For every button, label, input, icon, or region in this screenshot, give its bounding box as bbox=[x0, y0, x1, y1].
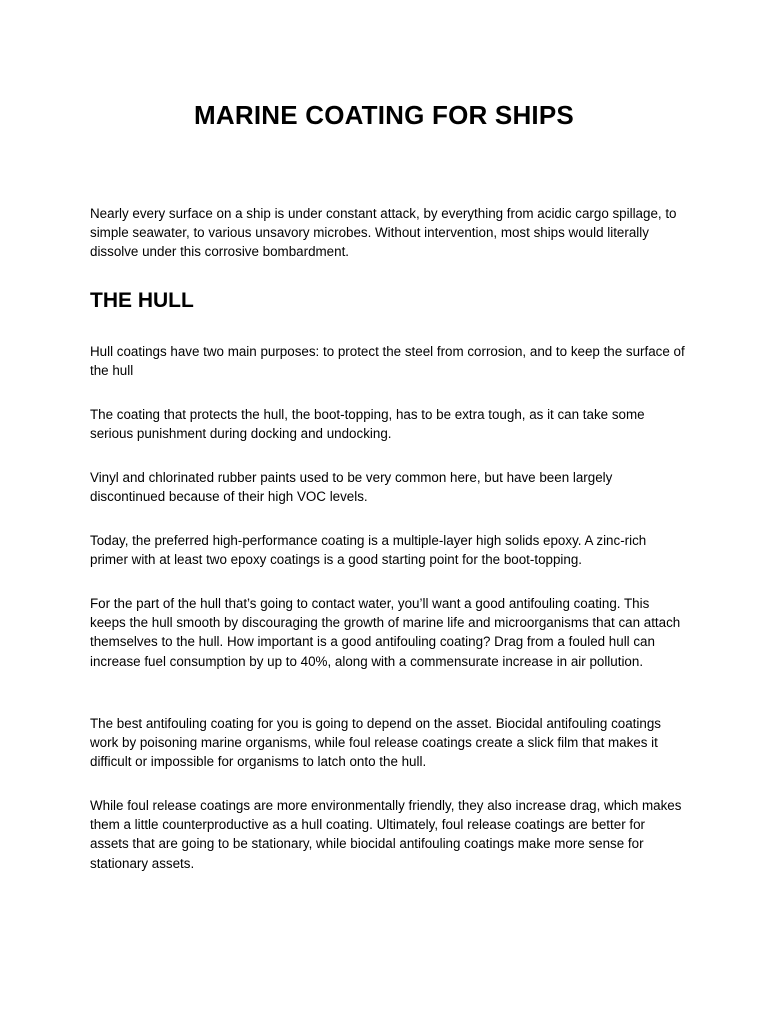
paragraph-5: For the part of the hull that’s going to contact water, you’ll want a good antifouling coating. This keeps the hull smooth by discouraging the growth of marine life and microorganisms that can attach themselves to the hull. How important is a good antifouling coating? Drag from a fouled hull can increase fuel consumption by up to 40%, along with a commensurate increase in air pollution. bbox=[90, 596, 681, 669]
page-title: MARINE COATING FOR SHIPS bbox=[194, 100, 574, 130]
section-heading-hull: THE HULL bbox=[90, 289, 194, 312]
paragraph-7: While foul release coatings are more environmentally friendly, they also increase drag, which makes them a little counterproductive as a hull coating. Ultimately, foul release coatings are better for assets that are going to be stationary, while biocidal antifouling coatings make more sense for stationary assets. bbox=[90, 798, 682, 871]
paragraph-3: Vinyl and chlorinated rubber paints used to be very common here, but have been largely discontinued because of their high VOC levels. bbox=[90, 470, 613, 505]
paragraph-4: Today, the preferred high-performance coating is a multiple-layer high solids epoxy. A zinc-rich primer with at least two epoxy coatings is a good starting point for the boot-topping. bbox=[90, 533, 647, 568]
intro-paragraph: Nearly every surface on a ship is under constant attack, by everything from acidic cargo spillage, to simple seawater, to various unsavory microbes. Without intervention, most ships would literally dissolve under this corrosive bombardment. bbox=[90, 206, 677, 260]
paragraph-2: The coating that protects the hull, the boot-topping, has to be extra tough, as it can take some serious punishment during docking and undocking. bbox=[90, 407, 645, 442]
paragraph-6: The best antifouling coating for you is going to depend on the asset. Biocidal antifouling coatings work by poisoning marine organisms, while foul release coatings create a slick film that makes it difficult or impossible for organisms to latch onto the hull. bbox=[90, 716, 661, 770]
paragraph-1: Hull coatings have two main purposes: to protect the steel from corrosion, and to keep the surface of the hull bbox=[90, 344, 685, 379]
